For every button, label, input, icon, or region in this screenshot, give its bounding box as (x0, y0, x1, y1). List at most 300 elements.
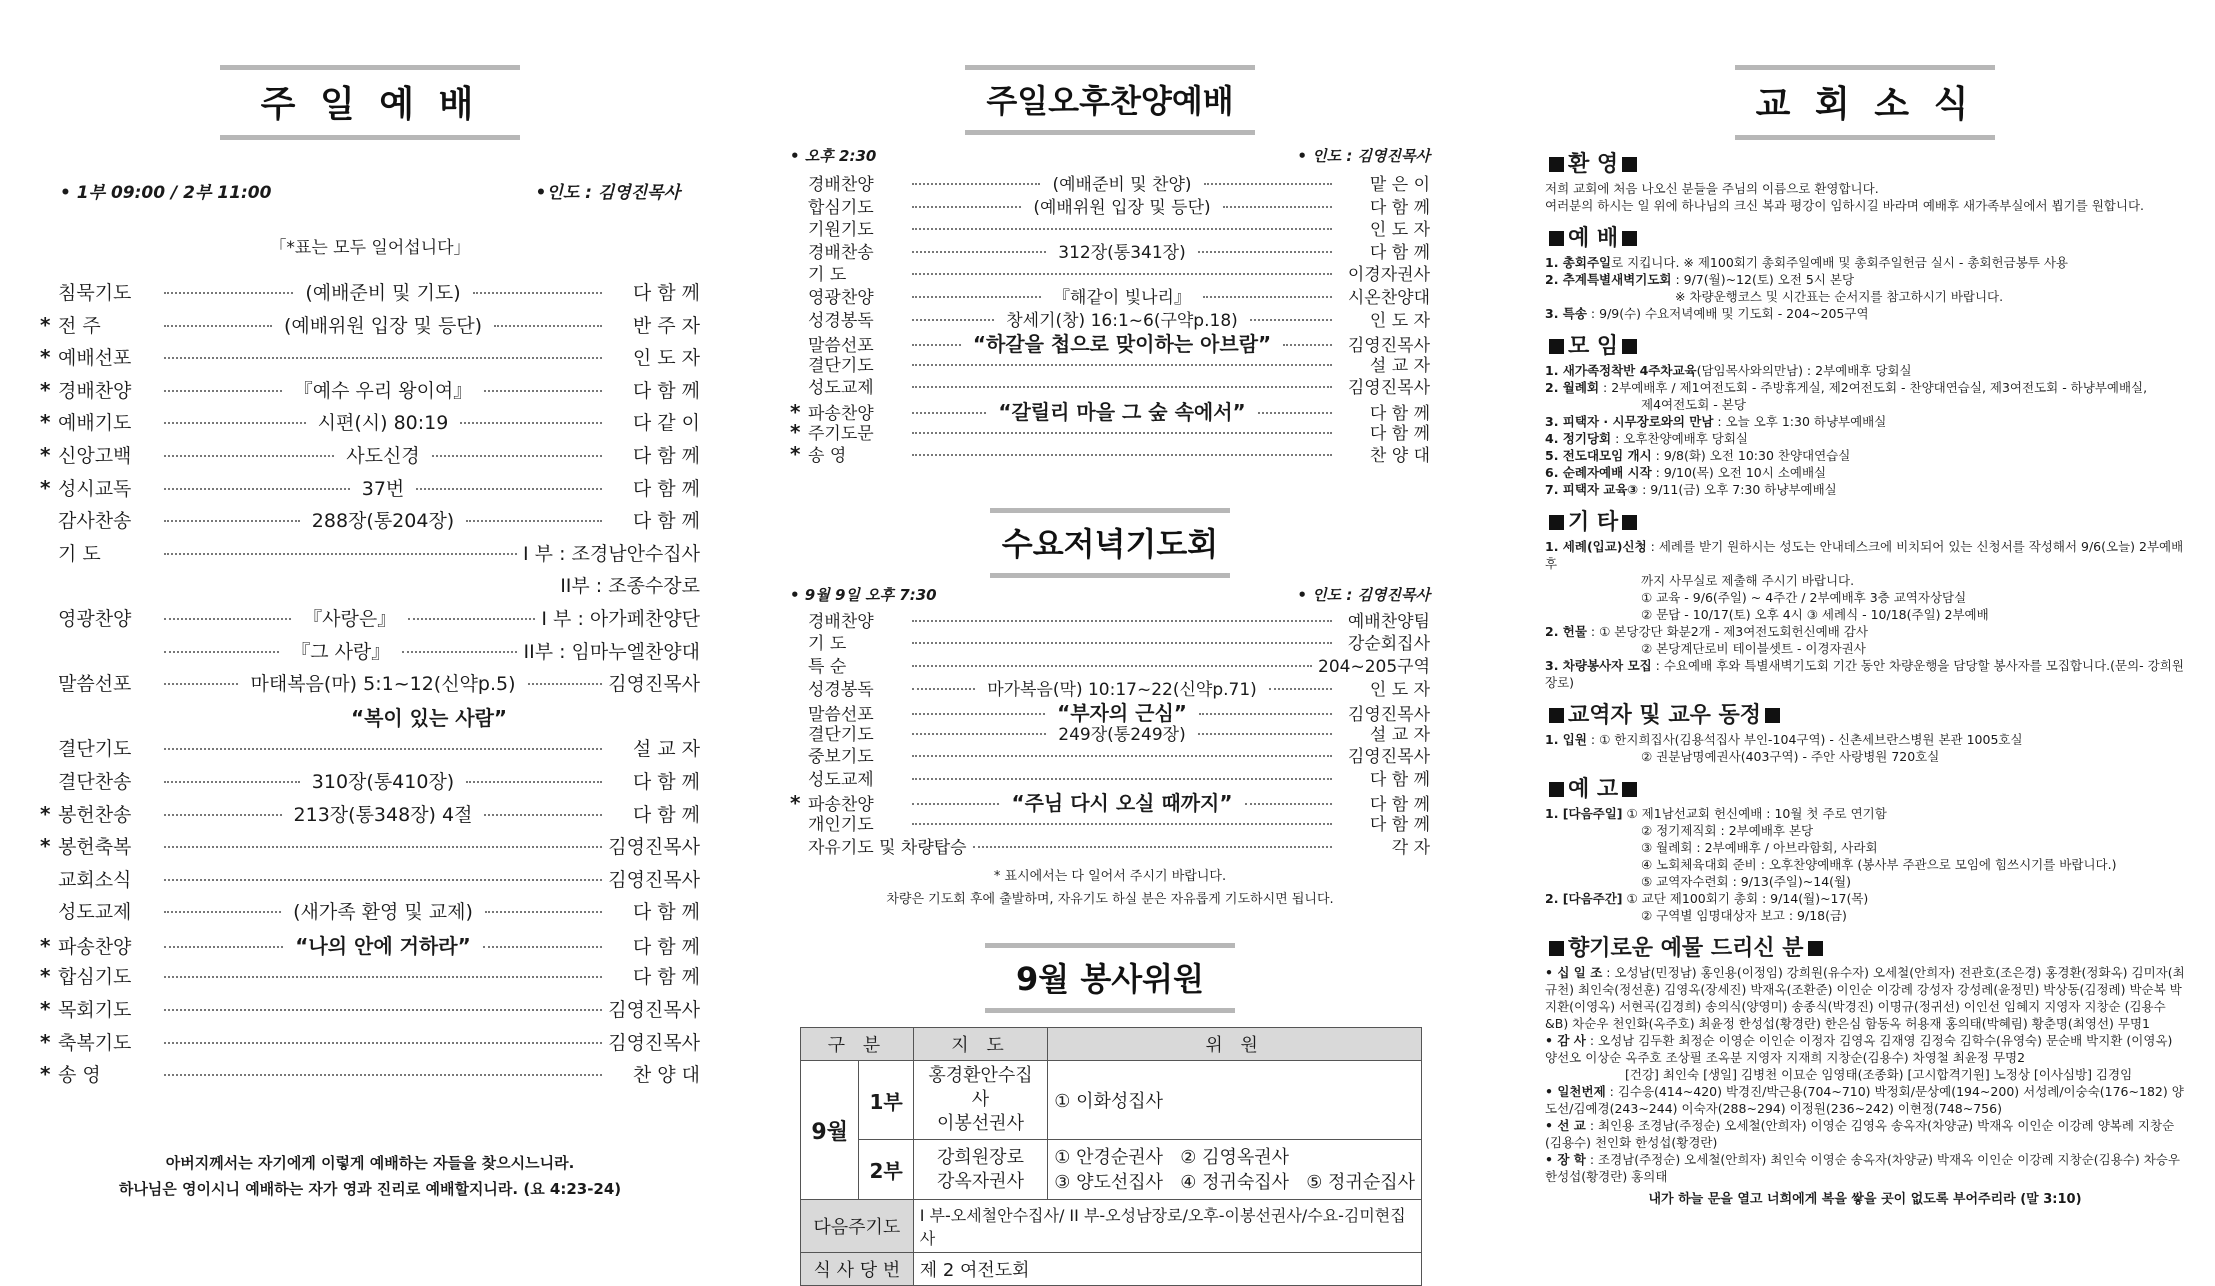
order-row (40, 571, 700, 604)
order-row (40, 604, 700, 637)
stand-marker: * (40, 410, 51, 435)
afternoon-leader: • 인도 : 김영진목사 (1297, 147, 1430, 165)
offering-item-text: : 최인용 조경남(주정순) 오세철(안희자) 이영순 김영옥 송옥자(차양균) 박재옥 이인순 이강례 양복례 지창순 (김용수) 천인화 한성섭(황경란) (1545, 1118, 2175, 1150)
staff-item-label: 1. 입원 (1545, 732, 1587, 747)
duty-title: 9월 봉사위원 (1016, 960, 1204, 999)
order-item-name: 파송찬양 (808, 403, 874, 424)
order-item-name: 성경봉독 (808, 679, 874, 700)
notice-list (1545, 805, 2185, 924)
sunday-worship-column (40, 0, 700, 1240)
notice-item-text: ④ 노회체육대회 준비 : 오후찬양예배후 (봉사부 주관으로 모임에 힘쓰시기를 바랍니다.) (1641, 857, 2117, 872)
leader-dots (912, 228, 1332, 230)
etc-item (1545, 589, 2185, 606)
leader-dots (164, 946, 283, 948)
afternoon-order-list (790, 170, 1430, 467)
square-bullet-icon (1808, 941, 1823, 956)
order-row (790, 720, 1430, 743)
order-item-leader: 다 함 께 (1369, 403, 1430, 424)
leader-dots (164, 1042, 602, 1044)
order-item-leader: 김영진목사 (1347, 336, 1430, 357)
leader-dots (973, 846, 1332, 848)
order-row (40, 897, 700, 930)
order-row (790, 328, 1430, 357)
duty-header-row (801, 1028, 1422, 1061)
leader-dots (1258, 412, 1332, 414)
meeting-item-label: 7. 피택자 교육③ (1545, 482, 1639, 497)
offering-item (1545, 1083, 2185, 1117)
leader-dots (1283, 344, 1332, 346)
offering-item (1545, 964, 2185, 1032)
worship-item (1545, 254, 2185, 271)
leader-dots (432, 455, 602, 457)
offering-item-text: : 조경남(주정순) 오세철(안희자) 최인숙 이영순 송옥자(차양균) 박재옥 이인순 이강례 지창순(김용수) 차승우 한성섭(황경란) 홍의태 (1545, 1152, 2180, 1184)
etc-item-text: ① 교육 - 9/6(주일) ~ 4주간 / 2부예배후 3층 교역자상담실 (1641, 590, 1967, 605)
order-item-name: 경배찬양 (58, 379, 132, 402)
title-bar-bottom (1735, 135, 1995, 140)
order-item-leader: 다 함 께 (1369, 769, 1430, 790)
stand-marker: * (40, 834, 51, 859)
order-row (790, 697, 1431, 726)
etc-item-label: 1. 세례(입교)신청 (1545, 539, 1647, 554)
wednesday-title-block (790, 508, 1430, 578)
stand-marker: * (40, 1062, 51, 1087)
notice-item (1545, 873, 2185, 890)
worship-item (1545, 305, 2185, 322)
order-item-detail: 창세기(창) 16:1~6(구약p.18) (1006, 310, 1238, 331)
square-bullet-icon (1622, 231, 1637, 246)
leader-dots (164, 814, 282, 816)
order-item-detail: 『해같이 빛나리』 (1053, 287, 1191, 308)
leader-dots (483, 946, 602, 948)
leader-dots (912, 713, 1045, 715)
order-item-name: 개인기도 (808, 815, 874, 836)
order-item-leader: I 부 : 조경남안수집사 (523, 542, 700, 565)
order-item-detail: (예배준비 및 기도) (305, 282, 461, 304)
order-row (790, 306, 1430, 329)
etc-list (1545, 538, 2185, 691)
meeting-item-text: : 오후찬양예배후 당회실 (1611, 431, 1748, 446)
order-item-name: 주기도문 (808, 423, 874, 444)
etc-item-label: 3. 차량봉사자 모집 (1545, 658, 1652, 673)
order-item-leader: 강순회집사 (1347, 634, 1430, 655)
leader-dots (164, 488, 350, 490)
leader-dots (912, 803, 999, 805)
order-item-name: 성도교제 (808, 769, 874, 790)
notice-item-text: ① 제1남선교회 헌신예배 : 10월 첫 주로 연기함 (1622, 806, 1887, 821)
stand-marker: * (40, 801, 51, 826)
worship-item-label: 3. 특송 (1545, 306, 1587, 321)
order-item-leader: 설 교 자 (1369, 724, 1430, 745)
leader-dots (484, 390, 602, 392)
stand-marker: * (40, 377, 51, 402)
order-item-name: 목회기도 (58, 999, 132, 1022)
order-item-name: 자유기도 및 차량탑승 (808, 837, 967, 858)
order-row (40, 1028, 700, 1061)
order-item-name: 기 도 (808, 265, 847, 286)
meeting-item-label: 5. 전도대모임 개시 (1545, 448, 1652, 463)
etc-item-text: : 수요예배 후와 특별새벽기도회 기간 동안 차량운행을 담당할 봉사자를 모집합니다.(문의- 강희원장로) (1545, 658, 2184, 690)
notice-item (1545, 839, 2185, 856)
afternoon-title: 주일오후찬양예배 (986, 82, 1234, 120)
meeting-item-label: 4. 정기당회 (1545, 431, 1612, 446)
etc-heading-text: 기 타 (1568, 510, 1619, 535)
order-item-leader: 설 교 자 (1369, 355, 1430, 376)
leader-dots (466, 520, 602, 522)
wednesday-title: 수요저녁기도회 (1001, 524, 1219, 563)
meeting-item-text: (담임목사와의만남) : 2부예배후 당회실 (1696, 363, 1912, 378)
notice-item-text: ⑤ 교역자수련회 : 9/13(주일)~14(월) (1641, 874, 1851, 889)
leader-dots (164, 1074, 602, 1076)
notice-item (1545, 856, 2185, 873)
offering-item (1545, 1066, 2185, 1083)
leader-dots (912, 386, 1332, 388)
leader-dots (164, 618, 291, 620)
order-item-leader: 다 함 께 (1369, 197, 1430, 218)
leader-dots (164, 520, 300, 522)
dining-label: 식 사 당 번 (801, 1253, 914, 1286)
offering-item-label: • 선 교 (1545, 1118, 1586, 1133)
duty-header-category: 구 분 (801, 1028, 914, 1061)
order-item-leader: 찬 양 대 (632, 1064, 700, 1087)
order-item-name: 기 도 (58, 542, 101, 565)
meeting-item (1545, 413, 2185, 430)
order-item-detail: 『그 사랑』 (291, 640, 391, 663)
sunday-title: 주 일 예 배 (260, 84, 480, 125)
offering-item (1545, 1117, 2185, 1151)
leader-dots (912, 364, 1332, 366)
leader-name: 강희원장로 (937, 1146, 1024, 1168)
order-item-detail: “하갈을 첩으로 맞이하는 아브람” (972, 332, 1272, 357)
order-item-detail: “갈릴리 마을 그 숲 속에서” (998, 399, 1246, 424)
order-item-name: 결단기도 (808, 355, 874, 376)
worship-item-text: : 9/7(월)~12(토) 오전 5시 본당 (1671, 272, 1855, 287)
order-item-leader: 예배찬양팀 (1347, 611, 1430, 632)
duty-part1: 1부 (859, 1061, 913, 1140)
dining-value: 제 2 여전도회 (913, 1253, 1421, 1286)
leader-dots (1199, 713, 1332, 715)
notice-item-label: 2. [다음주간] (1545, 891, 1623, 906)
leader-dots (912, 688, 975, 690)
title-bar-bottom (990, 573, 1230, 578)
wednesday-note-1: * 표시에서는 다 일어서 주시기 바랍니다. (993, 869, 1227, 885)
leader-dots (164, 325, 272, 327)
worship-item-text: ※ 차량운행코스 및 시간표는 순서지를 참고하시기 바랍니다. (1675, 289, 2004, 304)
leader-dots (912, 319, 994, 321)
leader-dots (473, 292, 602, 294)
leader-dots (164, 781, 300, 783)
notice-item-text: ② 구역별 임명대상자 보고 : 9/18(금) (1641, 908, 1847, 923)
leader-dots (1245, 803, 1332, 805)
offering-item-text: : 오성남 김두환 최정순 이영순 이인순 이정자 김영옥 김재영 김정숙 김학수(유영숙) 문순배 박지환 (이영옥) 양선오 이상순 옥주호 조상필 조옥분 지영자 지재희 지창순(김용수) 차영철 최윤정 무명2 (1545, 1033, 2173, 1065)
order-item-name: 파송찬양 (58, 935, 132, 958)
wednesday-note-2: 차량은 기도회 후에 출발하며, 자유기도 하실 분은 자유롭게 기도하시면 됩니다. (886, 892, 1334, 908)
order-item-leader: II부 : 조종수장로 (560, 575, 700, 598)
member-line: ① 안경순권사 ② 김영옥권사 (1054, 1146, 1290, 1168)
order-row (790, 193, 1430, 216)
order-item-detail: 시편(시) 80:19 (317, 412, 449, 435)
order-item-detail: “부자의 근심” (1057, 701, 1187, 726)
order-row (790, 283, 1430, 306)
meeting-item (1545, 362, 2185, 379)
etc-item-text: : ① 본당강단 화분2개 - 제3여전도회헌신예배 감사 (1586, 624, 1868, 639)
etc-item (1545, 606, 2185, 623)
stand-marker: * (40, 475, 51, 500)
order-row (40, 637, 700, 670)
order-item-name: 전 주 (58, 314, 101, 337)
order-item-leader: 다 함 께 (632, 935, 700, 958)
order-row (790, 238, 1430, 261)
meeting-item (1545, 430, 2185, 447)
welcome-heading (1545, 150, 2185, 180)
order-item-name: 성경봉독 (808, 310, 874, 331)
staff-item-text: : ① 한지희집사(김용석집사 부인-104구역) - 신촌세브란스병원 본관 1005호실 (1586, 732, 2023, 747)
etc-item (1545, 657, 2185, 691)
order-item-name: 성도교제 (808, 378, 874, 399)
order-item-detail: 213장(통348장) 4절 (293, 803, 473, 826)
stand-marker: * (40, 1029, 51, 1054)
leader-dots (912, 823, 1332, 825)
order-item-name: 결단찬송 (58, 770, 132, 793)
order-row (40, 962, 700, 995)
sunday-stand-note: 「*표는 모두 일어섭니다」 (269, 238, 471, 258)
order-item-name: 기 도 (808, 634, 847, 655)
duty-part1-members: ① 이화성집사 (1048, 1061, 1422, 1140)
order-item-name: 송 영 (808, 446, 847, 467)
leader-dots (164, 748, 602, 750)
order-item-leader: 각 자 (1391, 837, 1430, 858)
stand-marker: * (40, 997, 51, 1022)
leader-dots (164, 455, 334, 457)
stand-marker: * (790, 399, 801, 424)
duty-header-members: 위 원 (1048, 1028, 1422, 1061)
title-bar-bottom (985, 1008, 1235, 1013)
square-bullet-icon (1549, 782, 1564, 797)
meeting-item-label: 2. 월례회 (1545, 380, 1600, 395)
stand-marker: * (40, 964, 51, 989)
leader-dots (402, 651, 517, 653)
leader-dots (912, 273, 1332, 275)
leader-dots (484, 814, 602, 816)
sunday-leader: •인도 : 김영진목사 (535, 183, 680, 203)
order-item-detail: 마가복음(막) 10:17~22(신약p.71) (987, 679, 1257, 700)
duty-part2-leaders (913, 1140, 1048, 1200)
church-news-column (1545, 0, 2185, 1240)
afternoon-time: • 오후 2:30 (790, 147, 877, 165)
worship-item-label: 2. 추계특별새벽기도회 (1545, 272, 1672, 287)
square-bullet-icon (1549, 708, 1564, 723)
order-item-leader: 김영진목사 (1347, 378, 1430, 399)
order-item-detail: 310장(통410장) (311, 770, 455, 793)
leader-dots (912, 620, 1332, 622)
etc-item (1545, 538, 2185, 572)
order-row (40, 767, 700, 800)
leader-dots (1204, 183, 1332, 185)
etc-heading (1545, 508, 2185, 538)
worship-list (1545, 254, 2185, 322)
order-row (40, 734, 700, 767)
order-row (790, 652, 1430, 675)
stand-marker: * (790, 419, 801, 444)
square-bullet-icon (1549, 157, 1564, 172)
news-title: 교 회 소 식 (1755, 84, 1975, 125)
notice-heading (1545, 775, 2185, 805)
duty-table (800, 1027, 1422, 1286)
meeting-item (1545, 447, 2185, 464)
order-row (40, 1060, 700, 1093)
news-body (1545, 150, 2185, 1208)
leader-dots (485, 911, 602, 913)
leader-dots (912, 432, 1332, 434)
meeting-item-text: : 9/11(금) 오후 7:30 하냥부예배실 (1638, 482, 1837, 497)
worship-item (1545, 288, 2185, 305)
order-row (790, 170, 1430, 193)
order-row (40, 278, 700, 311)
leader-dots (164, 390, 282, 392)
order-row (40, 865, 700, 898)
order-item-leader: 다 함 께 (632, 444, 701, 467)
staff-heading (1545, 701, 2185, 731)
order-row (790, 260, 1430, 286)
order-item-detail: “복이 있는 사람” (350, 705, 508, 730)
order-item-detail: “주님 다시 오실 때까지” (1011, 791, 1233, 816)
order-item-leader: 찬 양 대 (1369, 446, 1430, 467)
leader-name: 강옥자권사 (937, 1170, 1024, 1192)
news-title-block (1545, 65, 2185, 140)
notice-item-text: ② 정기제직회 : 2부예배후 본당 (1641, 823, 1814, 838)
duty-header-leader: 지 도 (913, 1028, 1048, 1061)
order-item-name: 봉헌축복 (58, 836, 132, 859)
order-item-detail: (예배준비 및 찬양) (1052, 175, 1192, 195)
leader-dots (164, 422, 306, 424)
order-item-leader: 다 함 께 (1369, 242, 1430, 263)
meeting-item (1545, 481, 2185, 498)
order-item-name: 경배찬송 (808, 242, 874, 263)
sunday-order-list (40, 278, 700, 1093)
leader-dots (164, 846, 602, 848)
welcome-line: 여러분의 하시는 일 위에 하나님의 크신 복과 평강이 임하시길 바라며 예배후 새가족부실에서 뵙기를 원합니다. (1545, 198, 2145, 213)
order-item-name: 경배찬양 (808, 175, 874, 195)
order-row (790, 396, 1430, 424)
etc-item (1545, 623, 2185, 640)
leader-dots (466, 781, 602, 783)
offering-item-label: • 감 사 (1545, 1033, 1586, 1048)
offering-item-label: • 일천번제 (1545, 1084, 1606, 1099)
sunday-footer-line-2: 하나님은 영이시니 예배하는 자가 영과 진리로 예배할지니라. (요 4:23-24) (118, 1180, 622, 1198)
wednesday-order-list (790, 607, 1430, 856)
order-item-detail: 288장(통204장) (311, 510, 455, 533)
order-row (790, 675, 1430, 698)
staff-list (1545, 731, 2185, 765)
staff-item (1545, 731, 2185, 748)
staff-heading-text: 교역자 및 교우 동정 (1568, 703, 1761, 728)
order-item-name: 예배선포 (58, 347, 132, 370)
order-item-name: 송 영 (58, 1064, 101, 1087)
square-bullet-icon (1622, 782, 1637, 797)
duty-row-dining (801, 1253, 1422, 1286)
order-item-leader: 인 도 자 (1369, 220, 1430, 241)
order-item-detail: 『사랑은』 (303, 607, 397, 630)
meeting-item (1545, 464, 2185, 481)
order-row (40, 702, 700, 735)
order-item-name: 영광찬양 (58, 607, 132, 630)
order-row (40, 311, 700, 344)
worship-item-label: 1. 총회주일 (1545, 255, 1612, 270)
next-prayer-label: 다음주기도 (801, 1200, 914, 1253)
order-item-name: 합심기도 (58, 966, 132, 989)
offering-heading-text: 향기로운 예물 드리신 분 (1568, 936, 1804, 961)
leader-dots (1198, 251, 1332, 253)
order-item-leader: 다 같 이 (632, 412, 700, 435)
order-item-leader: 설 교 자 (632, 738, 700, 761)
square-bullet-icon (1765, 708, 1780, 723)
leader-dots (912, 296, 1041, 298)
worship-heading (1545, 224, 2185, 254)
order-row (40, 930, 700, 963)
duty-row-part2 (801, 1140, 1422, 1200)
notice-item-label: 1. [다음주일] (1545, 806, 1623, 821)
leader-dots (528, 683, 602, 685)
leader-dots (912, 344, 961, 346)
sunday-title-block (40, 65, 700, 140)
offering-item-text: : 오성남(민정남) 홍인용(이정임) 강희원(유수자) 오세철(안희자) 전관호(조은경) 홍경환(정화옥) 김미자(최규천) 최인숙(정선훈) 김영옥(장세진) 박재옥(조환준) 이인순 이강례 강성자 강성례(윤정민) 박상동(김정례) 박순복 박지환(이영옥) 서현곡(김경희) 송의식(양영미) 송종식(박경진) 이명규(정귀선) 이인선 임혜지 지영자 지창순 (김용수&B) 차순우 천인화(옥주호) 최윤정 한성섭(황경란) 한은심 함동옥 허용재 홍의태(박혜림) 황춘명(최영선) 무명1 (1545, 965, 2185, 1031)
leader-dots (1269, 688, 1332, 690)
meeting-heading-text: 모 임 (1568, 334, 1619, 359)
order-row (40, 539, 700, 572)
sunday-meta (40, 178, 700, 203)
offering-item-label: • 십 일 조 (1545, 965, 1603, 980)
order-item-leader: 다 함 께 (632, 901, 700, 924)
leader-dots (164, 553, 517, 555)
sunday-footer-line-1: 아버지께서는 자기에게 이렇게 예배하는 자들을 찾으시느니라. (165, 1154, 575, 1172)
offering-list (1545, 964, 2185, 1185)
order-row (790, 215, 1430, 241)
order-row (790, 441, 1430, 467)
etc-item-text: ② 본당계단로비 테이블셋트 - 이경자권사 (1641, 641, 1866, 656)
order-row (790, 742, 1430, 768)
leader-dots (1203, 296, 1332, 298)
duty-row-part1 (801, 1061, 1422, 1140)
order-item-name: 말씀선포 (808, 705, 874, 726)
order-row (40, 441, 700, 474)
order-row (790, 787, 1430, 816)
title-bar-bottom (220, 135, 520, 140)
order-item-leader: 다 함 께 (632, 966, 700, 989)
meeting-item-label: 3. 피택자 · 시무장로와의 만남 (1545, 414, 1714, 429)
leader-dots (1250, 319, 1332, 321)
leader-dots (1223, 206, 1332, 208)
worship-heading-text: 예 배 (1568, 226, 1619, 251)
square-bullet-icon (1622, 157, 1637, 172)
order-item-leader: 다 함 께 (1369, 423, 1430, 444)
news-footer-verse: 내가 하늘 문을 열고 너희에게 복을 쌓을 곳이 없도록 부어주리라 (말 3:10) (1648, 1192, 2082, 1207)
etc-item (1545, 572, 2185, 589)
etc-item (1545, 640, 2185, 657)
leader-dots (912, 183, 1040, 185)
order-item-detail: “나의 안에 거하라” (295, 933, 471, 958)
meeting-item-text: : 오늘 오후 1:30 하냥부예배실 (1713, 414, 1887, 429)
leader-dots (494, 325, 602, 327)
leader-dots (912, 665, 1312, 667)
notice-heading-text: 예 고 (1568, 777, 1619, 802)
order-row (40, 506, 700, 539)
title-bar-bottom (965, 130, 1255, 135)
meeting-item (1545, 379, 2185, 396)
duty-title-block (790, 943, 1430, 1013)
order-item-name: 영광찬양 (808, 287, 874, 308)
order-item-detail: 사도신경 (346, 444, 420, 467)
square-bullet-icon (1549, 339, 1564, 354)
offering-item-label: • 장 학 (1545, 1152, 1586, 1167)
